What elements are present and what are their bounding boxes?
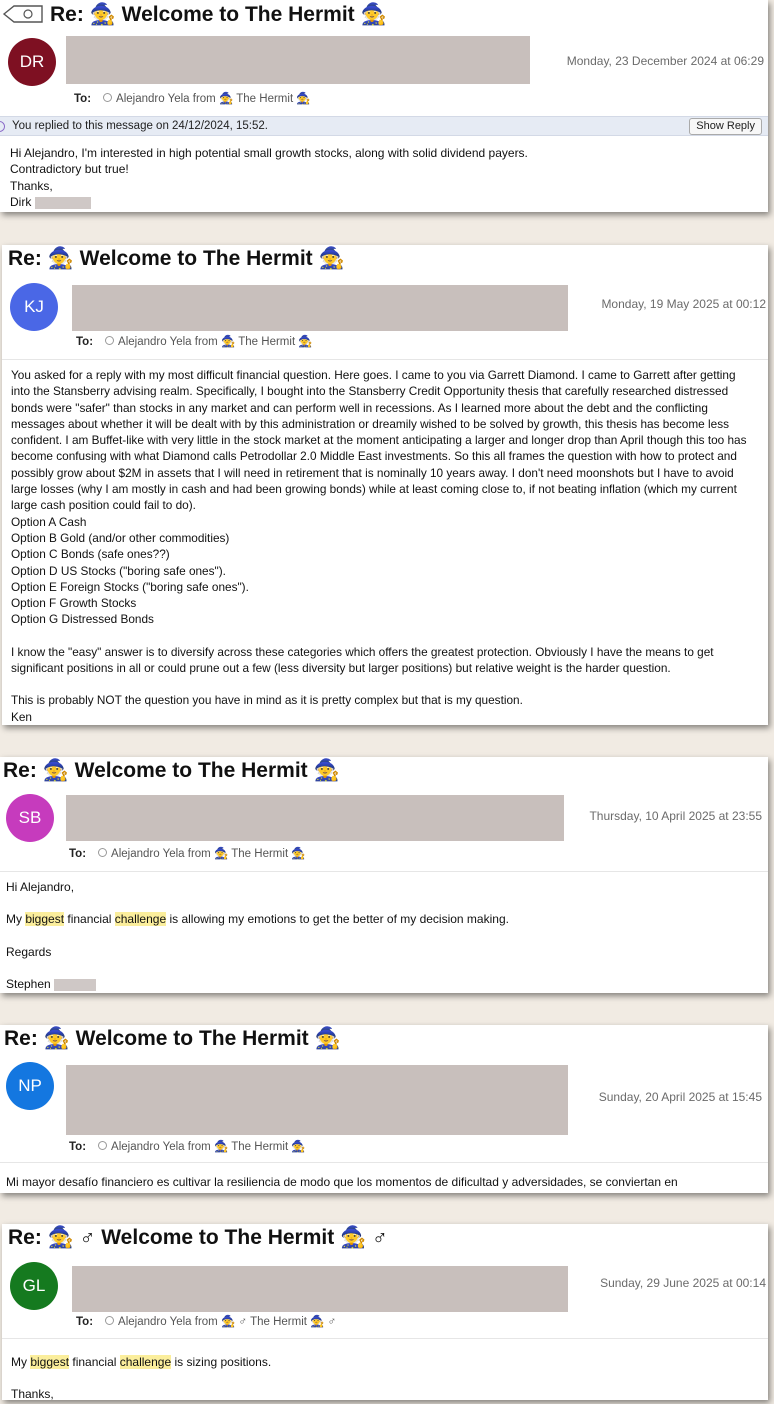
redacted-sender <box>66 36 530 84</box>
option-line: Option G Distressed Bonds <box>11 612 154 627</box>
highlight: challenge <box>119 1355 172 1369</box>
email-date: Sunday, 20 April 2025 at 15:45 <box>598 1090 762 1104</box>
avatar: SB <box>6 794 54 842</box>
body-line: Mi mayor desafío financiero es cultivar la resiliencia de modo que los momentos de dificultad y adversidades, se conviertan en <box>6 1175 678 1189</box>
greeting: Hi Alejandro, <box>6 880 75 894</box>
email-card-2 <box>2 245 768 725</box>
to-label: To: <box>69 848 87 860</box>
email-card-1 <box>0 0 768 212</box>
email-subject: Re: 🧙 Welcome to The Hermit 🧙 <box>4 1027 341 1050</box>
replied-icon <box>0 121 5 132</box>
reply-back-icon[interactable] <box>2 3 44 25</box>
recipient-line <box>76 334 313 348</box>
redacted-sender <box>72 1266 568 1312</box>
to-label: To: <box>69 1141 87 1153</box>
recipient: Alejandro Yela from 🧙 The Hermit 🧙 <box>111 1141 306 1153</box>
email-subject: Re: 🧙 Welcome to The Hermit 🧙 <box>3 759 340 782</box>
email-subject: Re: 🧙 Welcome to The Hermit 🧙 <box>8 247 345 270</box>
recipient: Alejandro Yela from 🧙 ♂ The Hermit 🧙 ♂ <box>118 1316 337 1328</box>
recipient-line <box>69 1139 306 1153</box>
email-date: Thursday, 10 April 2025 at 23:55 <box>589 809 762 823</box>
recipient: Alejandro Yela from 🧙 The Hermit 🧙 <box>116 93 311 105</box>
email-subject: Re: 🧙 Welcome to The Hermit 🧙 <box>50 3 387 26</box>
recipient-line <box>69 846 306 860</box>
avatar: GL <box>10 1262 58 1310</box>
email-card-4 <box>0 1025 768 1193</box>
email-date: Monday, 19 May 2025 at 00:12 <box>601 297 766 311</box>
redacted-sender <box>66 795 564 841</box>
show-reply-button[interactable]: Show Reply <box>689 118 762 135</box>
body-line: Contradictory but true! <box>10 162 129 177</box>
to-label: To: <box>74 93 92 105</box>
option-line: Option E Foreign Stocks ("boring safe ones"). <box>11 579 249 594</box>
email-date: Sunday, 29 June 2025 at 00:14 <box>600 1276 766 1290</box>
signature-line <box>6 976 754 992</box>
option-line: Option A Cash <box>11 514 87 529</box>
option-line: Option B Gold (and/or other commodities) <box>11 530 230 545</box>
option-line: Option C Bonds (safe ones??) <box>11 547 170 562</box>
body-paragraph: This is probably NOT the question you have in mind as it is pretty complex but that is my question. <box>11 693 523 708</box>
highlight: biggest <box>30 1355 70 1369</box>
email-date: Monday, 23 December 2024 at 06:29 <box>566 54 764 68</box>
redacted-sender <box>72 285 568 331</box>
recipient: Alejandro Yela from 🧙 The Hermit 🧙 <box>118 336 313 348</box>
signature: Dirk <box>10 194 32 209</box>
recipient-line <box>74 91 311 105</box>
header-divider <box>0 1162 768 1163</box>
email-card-5 <box>2 1224 768 1400</box>
highlight: biggest <box>25 912 65 927</box>
regards: Regards <box>6 944 52 959</box>
body-line: Thanks, <box>10 178 53 193</box>
avatar: NP <box>6 1062 54 1110</box>
closing: Thanks, <box>11 1387 54 1400</box>
body-line: My biggest financial challenge is sizing positions. <box>11 1355 272 1369</box>
email-body <box>11 1354 754 1400</box>
body-line: Hi Alejandro, I'm interested in high potential small growth stocks, along with solid dividend payers. <box>10 146 528 160</box>
signature: Ken <box>11 709 32 724</box>
signature-line <box>10 194 754 210</box>
to-label: To: <box>76 336 94 348</box>
redacted-surname <box>54 979 96 991</box>
status-ring-icon <box>98 848 107 857</box>
body-line: My biggest financial challenge is allowing my emotions to get the better of my decision making. <box>6 912 509 927</box>
header-divider <box>2 359 768 360</box>
status-ring-icon <box>105 336 114 345</box>
avatar: KJ <box>10 283 58 331</box>
redacted-surname <box>35 197 91 209</box>
status-ring-icon <box>103 93 112 102</box>
option-line: Option D US Stocks ("boring safe ones"). <box>11 563 226 578</box>
option-line: Option F Growth Stocks <box>11 596 137 611</box>
body-paragraph: You asked for a reply with my most difficult financial question. Here goes. I came to you via Garrett Diamond. I came to Garrett after getting into the Stansberry advising realm. Specifically, I bought into the Stansberry Credit Opportunity thesis that carefully researched distressed bonds were "safer" than stocks in any market and can perform well in recessions. As I learned more about the debt and the conflicting messages about whether it will be dealt with by this administration or dreamily wished to be solved by growth, this thesis has become less confident. I am Buffet-like with very little in the stock market at the moment anticipating a larger and longer drop than April though this too has become confusing with what Diamond calls Petrodollar 2.0 Middle East investments. So this all frames the question with how to protect and possibly grow about $2M in assets that I will need in retirement that is nominally 10 years away. I don't need moonshots but I have to avoid large losses (why I am mostly in cash and had been growing bonds) while at least coming close to, if not beating inflation (which my current large cash position could fail to do). <box>11 368 747 513</box>
header-divider <box>2 1338 768 1339</box>
status-ring-icon <box>105 1316 114 1325</box>
status-ring-icon <box>98 1141 107 1150</box>
redacted-sender <box>66 1065 568 1135</box>
email-subject: Re: 🧙 ♂ Welcome to The Hermit 🧙 ♂ <box>8 1226 388 1249</box>
recipient: Alejandro Yela from 🧙 The Hermit 🧙 <box>111 848 306 860</box>
reply-notice: You replied to this message on 24/12/2024, 15:52. <box>12 120 268 132</box>
email-body <box>11 367 752 725</box>
body-paragraph: I know the "easy" answer is to diversify across these categories which offers the greatest protection. Obviously I have the means to get significant positions in all or could prune out a few (less diversity but larger positions) but relative weight is the harder question. <box>11 644 714 676</box>
to-label: To: <box>76 1316 94 1328</box>
avatar: DR <box>8 38 56 86</box>
email-body <box>6 879 754 992</box>
recipient-line <box>76 1314 336 1328</box>
signature: Stephen <box>6 976 51 991</box>
email-body <box>10 145 754 210</box>
highlight: challenge <box>114 912 167 927</box>
email-card-3 <box>0 757 768 993</box>
email-body <box>6 1174 754 1190</box>
header-divider <box>0 871 768 872</box>
reply-notice-bar <box>0 116 768 136</box>
